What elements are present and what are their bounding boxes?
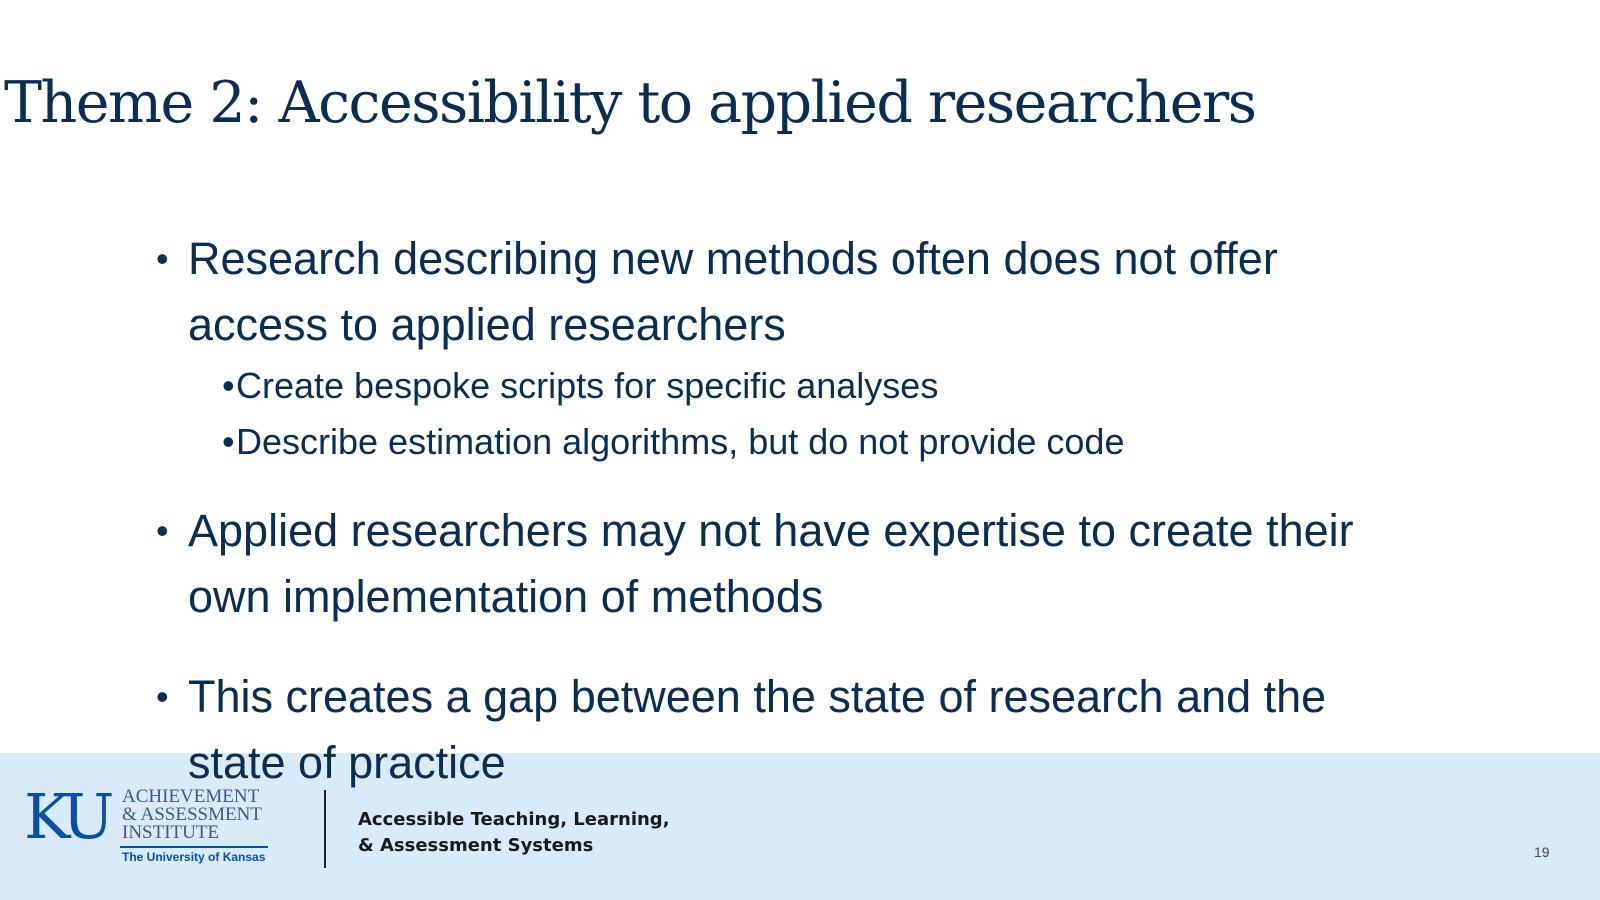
institute-line-2: & ASSESSMENT (122, 804, 262, 825)
institute-line-1: ACHIEVEMENT (122, 786, 260, 807)
bullet-icon: • (156, 676, 169, 717)
institute-name (122, 788, 262, 842)
institute-line-3: INSTITUTE (122, 822, 220, 843)
ku-logo-mark: KU (24, 780, 109, 853)
bullet-item (156, 664, 1416, 796)
bullet-icon: • (222, 421, 235, 462)
sub-bullet-text: Describe estimation algorithms, but do not provide code (236, 421, 1125, 462)
bullet-icon: • (156, 238, 169, 279)
bullet-icon: • (156, 510, 169, 551)
page-number: 19 (1534, 844, 1550, 860)
footer-divider (324, 790, 326, 868)
bullet-item (156, 498, 1416, 630)
bullet-text: Applied researchers may not have expertise to create their own implementation of methods (188, 505, 1354, 622)
atlas-line-2: & Assessment Systems (358, 835, 594, 856)
sub-bullet-item (156, 414, 1416, 470)
bullet-text: This creates a gap between the state of research and the state of practice (188, 671, 1327, 788)
atlas-name (358, 807, 670, 859)
bullet-icon: • (222, 365, 235, 406)
ku-aai-logo (24, 780, 274, 872)
university-name: The University of Kansas (122, 850, 266, 864)
slide-title: Theme 2: Accessibility to applied researchers (4, 70, 1256, 136)
bullet-list (156, 226, 1416, 796)
sub-bullet-text: Create bespoke scripts for specific analyses (236, 365, 939, 406)
logo-rule (120, 846, 268, 848)
bullet-item (156, 226, 1416, 358)
sub-bullet-item (156, 358, 1416, 414)
bullet-text: Research describing new methods often does not offer access to applied researchers (188, 233, 1278, 350)
atlas-line-1: Accessible Teaching, Learning, (358, 809, 670, 830)
